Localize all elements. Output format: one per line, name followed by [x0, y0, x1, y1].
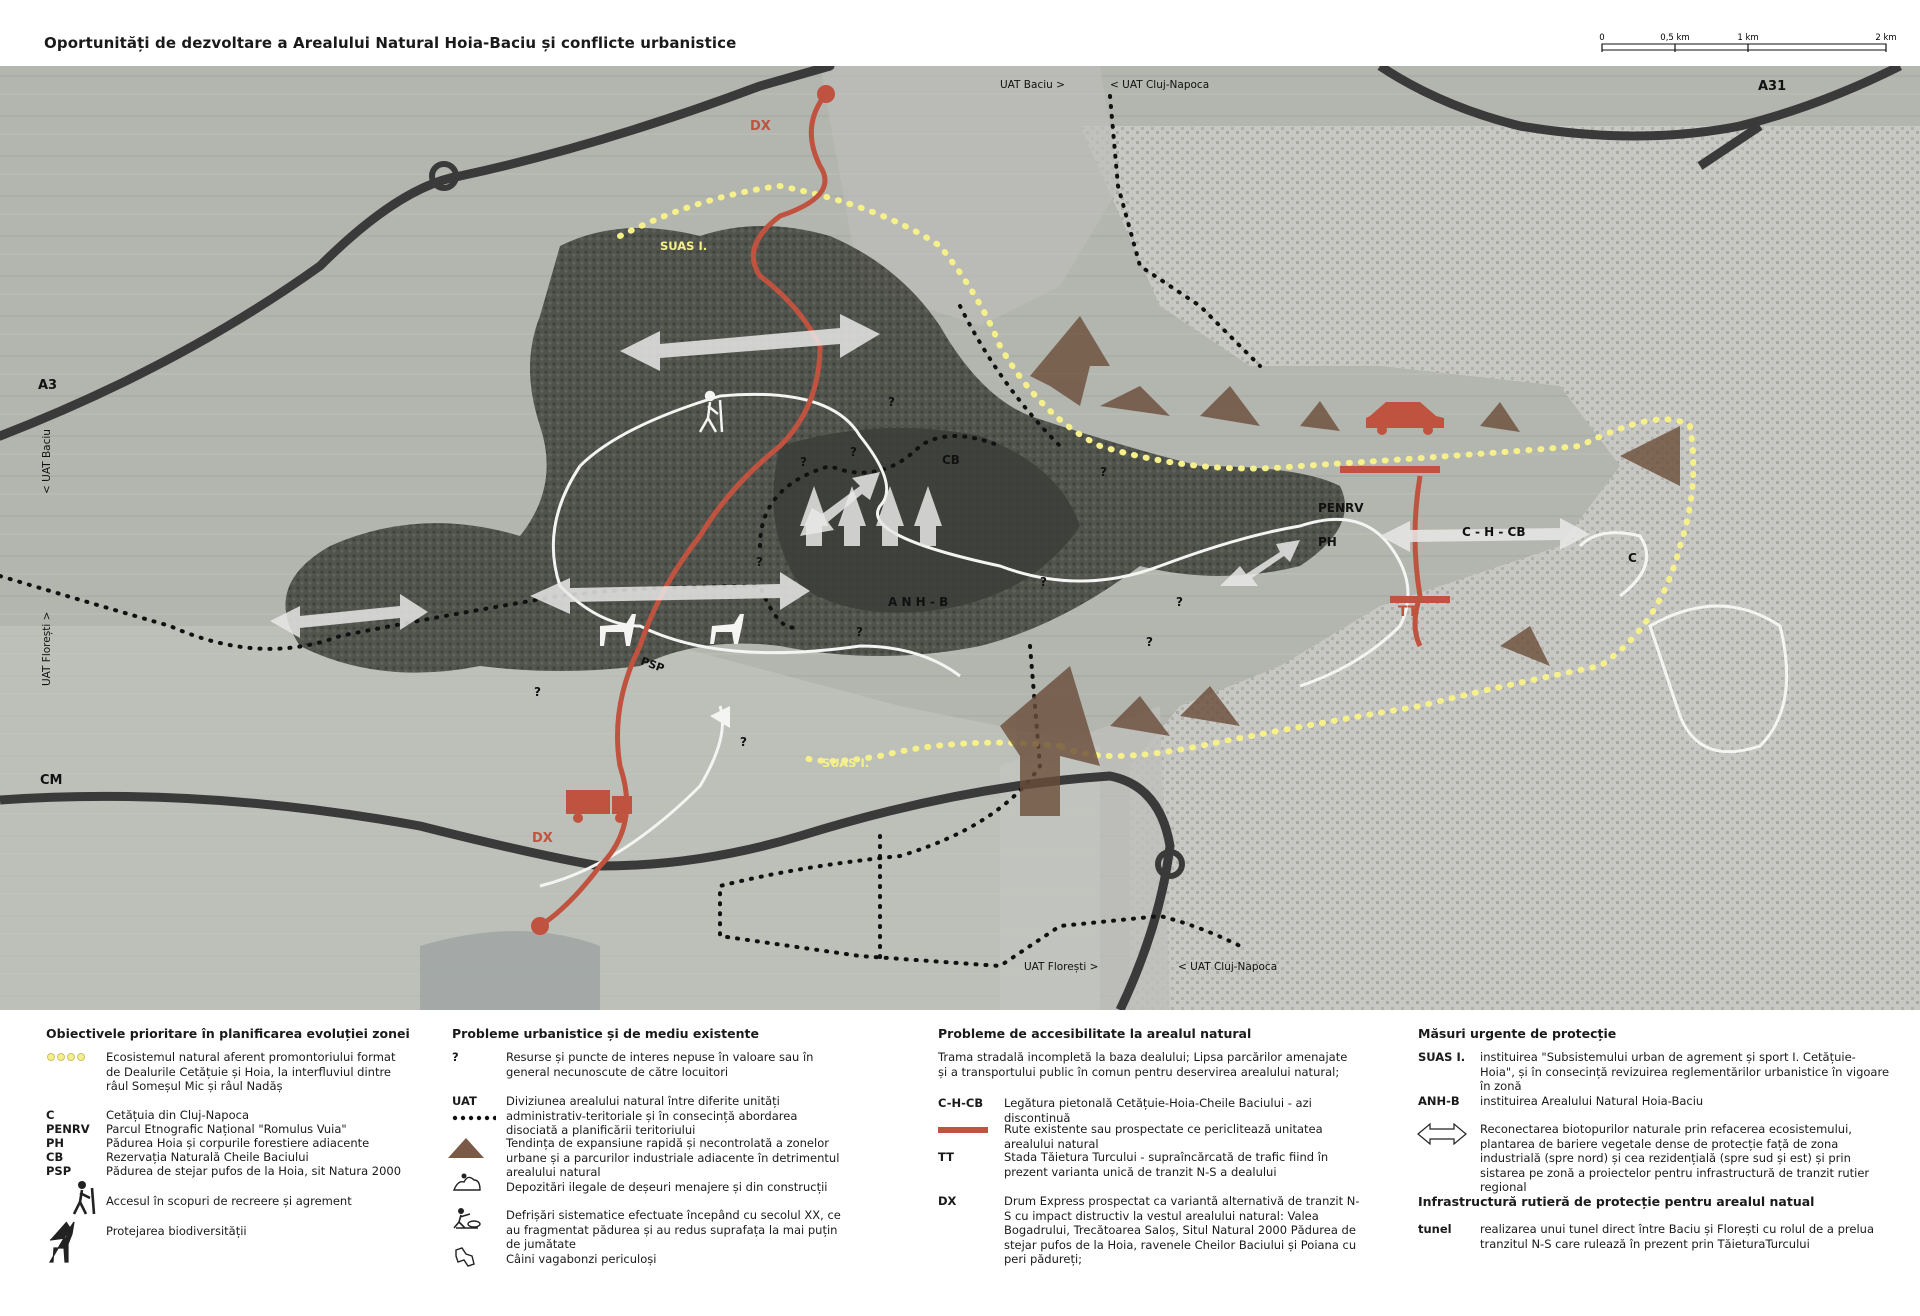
question-mark: ?	[756, 555, 763, 569]
legend-abbrev-key: CB	[46, 1150, 64, 1164]
hiker-icon	[70, 1180, 98, 1216]
suas-label: SUAS I.	[822, 756, 870, 770]
legend-text: Reconectarea biotopurilor naturale prin refacerea ecosistemului, plantarea de bariere vegetale dense de protecție față de zona industrială (spre nord) și cea rezidențială (spre sud și est) și prin sistarea pe zonă a proiectelor pentru infrastructură de tranzit rutier regional	[1480, 1122, 1870, 1194]
deer-icon	[46, 1220, 76, 1264]
legend-text: instituirea "Subsistemului urban de agrement și sport I. Cetățuie-Hoia", și în consecință revizuirea reglementărilor urbanistice în vigoare în zonă	[1480, 1050, 1890, 1093]
legend-text: Câini vagabonzi periculoși	[506, 1252, 657, 1266]
question-mark: ?	[800, 455, 807, 469]
legend-key: C-H-CB	[938, 1096, 984, 1110]
red-route-swatch	[938, 1126, 988, 1134]
legend-key: ANH-B	[1418, 1094, 1460, 1108]
stray-dog-icon	[452, 1246, 478, 1268]
tt-bar	[1390, 596, 1450, 603]
legend-deer-text: Protejarea biodiversității	[106, 1224, 247, 1238]
legend-ecosystem-text: Ecosistemul natural aferent promontoriului format de Dealurile Cetățuie și Hoia, la interfluviul dintre râul Someșul Mic și râul Nadăș	[106, 1050, 396, 1093]
legend-abbrev-text: Pădurea Hoia și corpurile forestiere adiacente	[106, 1136, 370, 1150]
legend-text: Stada Tăietura Turcului - supraîncărcată de trafic fiind în prezent varianta unică de tranzit N-S a dealului	[1004, 1150, 1329, 1179]
yellow-dots-icon	[46, 1052, 90, 1062]
uat-label: < UAT Baciu	[41, 429, 53, 494]
scale-bar	[1598, 30, 1898, 60]
road-label-a3: A3	[38, 378, 58, 393]
waste-icon	[452, 1170, 482, 1192]
uat-label: < UAT Cluj-Napoca	[1110, 79, 1210, 91]
legend-abbrev-text: Parcul Etnografic Național "Romulus Vuia"	[106, 1122, 347, 1136]
map-canvas	[0, 66, 1920, 1010]
legend-abbrev-key: PH	[46, 1136, 65, 1150]
legend-col3-title: Probleme de accesibilitate la arealul natural	[938, 1026, 1252, 1041]
legend-key: TT	[938, 1150, 954, 1164]
area-label-chcb: C - H - CB	[1462, 525, 1526, 539]
legend-text: Resurse și puncte de interes nepuse în valoare sau în general necunoscute de către locuitori	[506, 1050, 814, 1079]
map-legend	[0, 1010, 1920, 1316]
road-label-a31: A31	[1758, 79, 1787, 94]
area-label-anhb: A N H - B	[888, 595, 949, 609]
road-label-cm: CM	[40, 773, 63, 788]
question-mark: ?	[1176, 595, 1183, 609]
map-title: Oportunități de dezvoltare a Arealului Natural Hoia-Baciu și conflicte urbanistice	[44, 34, 737, 52]
legend-col1-title: Obiectivele prioritare în planificarea evoluției zonei	[46, 1026, 410, 1041]
question-mark: ?	[1100, 465, 1107, 479]
deforestation-icon	[452, 1206, 482, 1230]
legend-text: Depozitări ilegale de deșeuri menajere și din construcții	[506, 1180, 828, 1194]
dx-node	[817, 85, 835, 103]
double-arrow-icon	[1416, 1122, 1468, 1146]
scale-tick-label: 0	[1599, 33, 1605, 43]
legend-text: Legătura pietonală Cetățuie-Hoia-Cheile Baciului - azi discontinuă	[1004, 1096, 1312, 1125]
suas-label: SUAS I.	[660, 239, 708, 253]
legend-key: UAT	[452, 1094, 477, 1108]
area-label-cb: CB	[942, 453, 960, 467]
legend-text: Rute existente sau prospectate ce periclitează unitatea arealului natural	[1004, 1122, 1323, 1151]
question-mark: ?	[1146, 635, 1153, 649]
legend-access-intro: Trama stradală incompletă la baza dealului; Lipsa parcărilor amenajate și a transportului public în comun pentru deservirea arealului natural;	[938, 1050, 1348, 1079]
question-mark: ?	[850, 445, 857, 459]
dx-label: DX	[532, 831, 553, 846]
area-label-psp: PSP	[638, 654, 667, 676]
expansion-arrow-icon	[448, 1136, 484, 1158]
legend-key: tunel	[1418, 1222, 1452, 1236]
aerial-map	[0, 66, 1920, 1010]
boundary-dots-icon	[452, 1114, 496, 1122]
scale-tick-label: 1 km	[1737, 33, 1759, 43]
legend-abbrev-key: C	[46, 1108, 55, 1122]
question-mark: ?	[740, 735, 747, 749]
legend-text: Tendința de expansiune rapidă și necontrolată a zonelor urbane și a parcurilor industriale adiacente în detrimentul arealului natural	[506, 1136, 840, 1179]
legend-col4-title: Măsuri urgente de protecție	[1418, 1026, 1617, 1041]
legend-col2-title: Probleme urbanistice și de mediu existente	[452, 1026, 759, 1041]
scale-tick-label: 2 km	[1875, 33, 1897, 43]
question-mark: ?	[1040, 575, 1047, 589]
legend-key: SUAS I.	[1418, 1050, 1466, 1064]
legend-key: ?	[452, 1050, 459, 1064]
legend-text: Drum Express prospectat ca variantă alternativă de tranzit N-S cu impact distructiv la vestul arealului natural: Valea Bogadrului, Trecătoarea Saloș, Situl Natural 2000 Pădurea de stejar pufos de la Hoia, ravenele Cheilor Baciului și Poiana cu peri pădureți;	[1004, 1194, 1360, 1266]
tt-bar	[1340, 466, 1440, 473]
area-label-tt: TT	[1398, 604, 1418, 620]
question-mark: ?	[534, 685, 541, 699]
uat-label: UAT Baciu >	[1000, 79, 1065, 91]
legend-key: DX	[938, 1194, 957, 1208]
legend-abbrev-key: PENRV	[46, 1122, 90, 1136]
area-label-cetatuia: C	[1628, 551, 1637, 565]
area-label-ph: PH	[1318, 535, 1337, 549]
legend-text: realizarea unui tunel direct între Baciu și Florești cu rolul de a prelua tranzitul N-S care rulează în prezent prin TăieturaTurcului	[1480, 1222, 1874, 1251]
legend-text: Diviziunea arealului natural între diferite unități administrativ-teritoriale și în consecință abordarea disociată a planificării teritoriului	[506, 1094, 798, 1137]
dx-label: DX	[750, 119, 771, 134]
legend-abbrev-text: Rezervația Naturală Cheile Baciului	[106, 1150, 309, 1164]
uat-label: UAT Florești >	[41, 611, 53, 686]
legend-hiker-text: Accesul în scopuri de recreere și agrement	[106, 1194, 352, 1208]
legend-text: Defrișări sistematice efectuate începând cu secolul XX, ce au fragmentat pădurea și au redus suprafața la mai puțin de jumătate	[506, 1208, 841, 1251]
uat-label: < UAT Cluj-Napoca	[1178, 961, 1278, 973]
question-mark: ?	[888, 395, 895, 409]
area-label-penrv: PENRV	[1318, 501, 1364, 515]
dx-node	[531, 917, 549, 935]
legend-text: instituirea Arealului Natural Hoia-Baciu	[1480, 1094, 1704, 1108]
question-mark: ?	[856, 625, 863, 639]
legend-col4-subtitle: Infrastructură rutieră de protecție pentru arealul natual	[1418, 1194, 1815, 1209]
scale-tick-label: 0,5 km	[1660, 33, 1690, 43]
uat-label: UAT Florești >	[1024, 961, 1099, 973]
legend-abbrev-text: Pădurea de stejar pufos de la Hoia, sit Natura 2000	[106, 1164, 402, 1178]
legend-abbrev-key: PSP	[46, 1164, 72, 1178]
legend-abbrev-text: Cetățuia din Cluj-Napoca	[106, 1108, 250, 1122]
